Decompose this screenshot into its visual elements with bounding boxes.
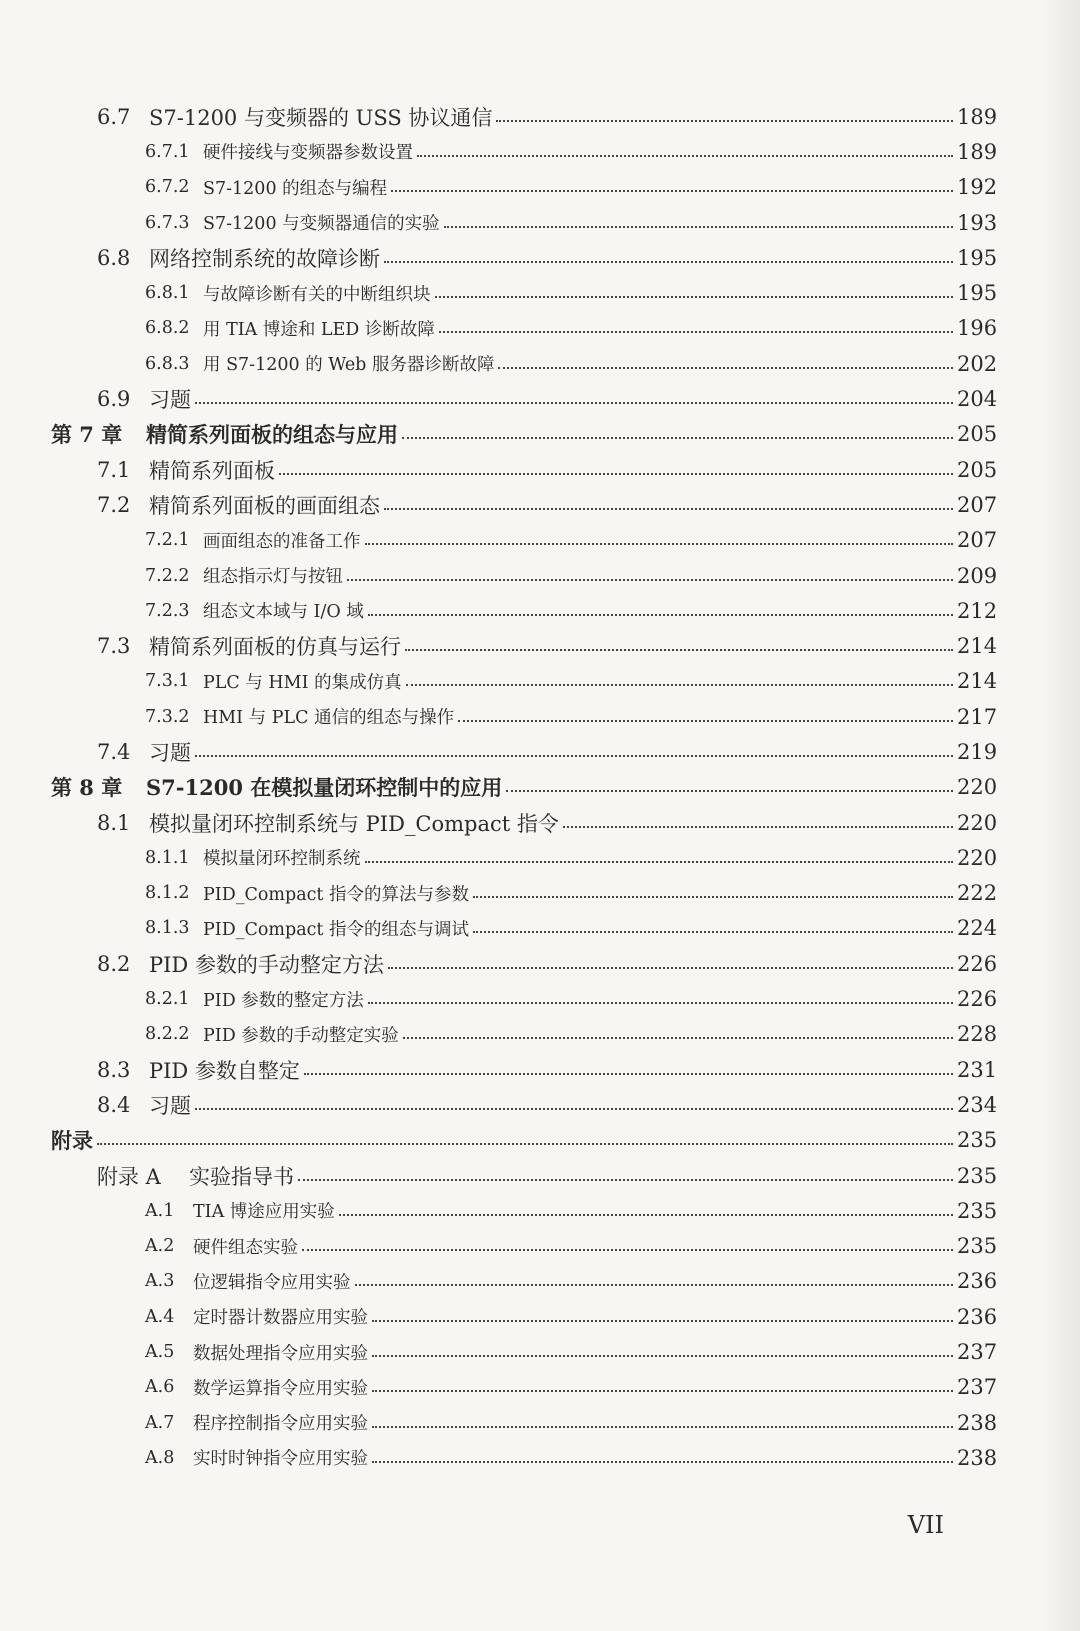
toc-entry-title: 习题: [149, 388, 191, 413]
toc-entry-page: 214: [957, 634, 998, 659]
toc-entry: [0, 170, 1080, 205]
toc-entry: [0, 1123, 1080, 1158]
toc-entry-page: 224: [957, 916, 998, 941]
toc-dot-leader: [372, 1390, 953, 1392]
toc-entry: [0, 487, 1080, 522]
toc-entry-title: 数学运算指令应用实验: [193, 1378, 368, 1399]
toc-entry-number: 6.8: [97, 245, 131, 270]
toc-entry-number: 8.1: [97, 810, 131, 835]
toc-dot-leader: [195, 402, 953, 404]
toc-entry-page: 238: [957, 1410, 998, 1435]
toc-dot-leader: [406, 684, 953, 686]
toc-entry: [0, 417, 1080, 452]
toc-entry-page: 231: [957, 1057, 998, 1082]
toc-entry-page: 238: [957, 1445, 998, 1470]
toc-dot-leader: [195, 1108, 953, 1110]
toc-dot-leader: [339, 1214, 953, 1216]
toc-entry: [0, 205, 1080, 240]
toc-entry-title: 模拟量闭环控制系统与 PID_Compact 指令: [149, 811, 559, 836]
toc-entry-title: S7-1200 与变频器的 USS 协议通信: [149, 105, 493, 130]
toc-entry-title: PID 参数的手动整定方法: [149, 952, 384, 977]
toc-entry: [0, 452, 1080, 487]
toc-entry: [0, 1229, 1080, 1264]
toc-entry-number: 附录 A: [97, 1164, 161, 1189]
toc-entry: [0, 840, 1080, 875]
toc-entry-page: 236: [957, 1269, 998, 1294]
toc-entry-title: TIA 博途应用实验: [193, 1202, 335, 1223]
toc-dot-leader: [372, 1461, 953, 1463]
toc-entry-title: PID 参数的手动整定实验: [203, 1025, 399, 1046]
toc-dot-leader: [405, 649, 953, 651]
toc-dot-leader: [444, 226, 953, 228]
toc-entry-title: 实验指导书: [189, 1164, 294, 1189]
toc-entry-number: 6.7.1: [145, 141, 190, 162]
toc-entry-page: 189: [957, 139, 998, 164]
toc-dot-leader: [368, 1002, 953, 1004]
toc-dot-leader: [403, 1037, 953, 1039]
toc-dot-leader: [384, 508, 953, 510]
toc-entry-page: 209: [957, 563, 998, 588]
toc-entry-title: 用 TIA 博途和 LED 诊断故障: [203, 319, 435, 340]
toc-entry-number: 7.4: [97, 739, 131, 764]
toc-dot-leader: [498, 367, 953, 369]
toc-entry-number: 7.3.1: [145, 671, 190, 692]
toc-dot-leader: [458, 720, 953, 722]
toc-entry-page: 195: [957, 245, 998, 270]
toc-entry: [0, 664, 1080, 699]
toc-entry-title: 模拟量闭环控制系统: [203, 849, 361, 870]
page-edge-shadow: [1040, 0, 1080, 1631]
toc-entry-number: 8.1.3: [145, 918, 190, 939]
toc-dot-leader: [355, 1284, 954, 1286]
toc-entry: [0, 593, 1080, 628]
toc-entry-title: 位逻辑指令应用实验: [193, 1272, 351, 1293]
toc-entry: [0, 1264, 1080, 1299]
toc-entry-number: 7.1: [97, 457, 131, 482]
toc-dot-leader: [372, 1320, 953, 1322]
toc-entry: [0, 381, 1080, 416]
toc-entry-page: 237: [957, 1375, 998, 1400]
toc-entry-page: 228: [957, 1022, 998, 1047]
toc-entry-title: 程序控制指令应用实验: [193, 1414, 368, 1435]
toc-dot-leader: [365, 861, 954, 863]
toc-entry-number: 6.9: [97, 387, 131, 412]
toc-entry: [0, 628, 1080, 663]
toc-entry-number: A.3: [145, 1271, 175, 1292]
toc-entry-number: 6.8.2: [145, 318, 190, 339]
toc-dot-leader: [473, 931, 953, 933]
toc-entry-page: 207: [957, 492, 998, 517]
toc-entry: [0, 99, 1080, 134]
toc-entry-page: 205: [957, 422, 998, 447]
toc-entry-title: 附录: [51, 1128, 93, 1154]
toc-entry: [0, 1052, 1080, 1087]
toc-entry-title: 定时器计数器应用实验: [193, 1308, 368, 1329]
toc-entry-title: 画面组态的准备工作: [203, 531, 361, 552]
toc-entry: [0, 911, 1080, 946]
toc-entry-title: 精简系列面板的组态与应用: [146, 422, 398, 448]
toc-entry-number: 6.7.3: [145, 212, 190, 233]
toc-entry: [0, 558, 1080, 593]
toc-entry-page: 219: [957, 739, 998, 764]
toc-entry: [0, 946, 1080, 981]
toc-dot-leader: [298, 1179, 953, 1181]
toc-dot-leader: [388, 967, 953, 969]
toc-entry: [0, 275, 1080, 310]
toc-dot-leader: [97, 1143, 953, 1145]
toc-entry-number: 8.1.2: [145, 883, 190, 904]
toc-dot-leader: [304, 1073, 953, 1075]
toc-entry-title: 硬件组态实验: [193, 1237, 298, 1258]
toc-entry-number: 8.1.1: [145, 847, 190, 868]
toc-dot-leader: [384, 261, 953, 263]
toc-dot-leader: [372, 1355, 953, 1357]
toc-entry-number: A.6: [145, 1377, 175, 1398]
toc-entry-title: 精简系列面板的仿真与运行: [149, 635, 401, 660]
toc-entry: [0, 1440, 1080, 1475]
toc-entry: [0, 346, 1080, 381]
toc-dot-leader: [402, 437, 953, 439]
toc-entry-title: S7-1200 在模拟量闭环控制中的应用: [146, 775, 503, 801]
toc-entry-page: 189: [957, 104, 998, 129]
toc-entry-title: PID_Compact 指令的算法与参数: [203, 884, 470, 905]
toc-entry-number: A.2: [145, 1236, 175, 1257]
toc-entry-page: 235: [957, 1198, 998, 1223]
toc-entry: [0, 1405, 1080, 1440]
toc-dot-leader: [368, 614, 953, 616]
toc-entry-number: 7.2.1: [145, 530, 190, 551]
toc-entry: [0, 770, 1080, 805]
toc-entry-page: 214: [957, 669, 998, 694]
toc-entry: [0, 805, 1080, 840]
toc-entry-page: 237: [957, 1340, 998, 1365]
toc-entry-title: PID_Compact 指令的组态与调试: [203, 919, 470, 940]
toc-entry: [0, 240, 1080, 275]
toc-dot-leader: [473, 896, 953, 898]
toc-entry-title: S7-1200 的组态与编程: [203, 178, 388, 199]
toc-entry-title: HMI 与 PLC 通信的组态与操作: [203, 708, 455, 729]
toc-entry-number: 7.2: [97, 492, 131, 517]
toc-dot-leader: [279, 473, 953, 475]
toc-entry-page: 212: [957, 598, 998, 623]
toc-entry: [0, 1299, 1080, 1334]
toc-entry-number: 8.4: [97, 1092, 131, 1117]
toc-entry-title: 习题: [149, 740, 191, 765]
toc-entry-number: A.4: [145, 1306, 175, 1327]
page-number-folio: VII: [907, 1511, 944, 1539]
toc-dot-leader: [302, 1249, 953, 1251]
toc-entry: [0, 1158, 1080, 1193]
toc-dot-leader: [195, 755, 953, 757]
toc-entry-number: A.5: [145, 1342, 175, 1363]
toc-entry: [0, 134, 1080, 169]
toc-entry-title: 组态指示灯与按钮: [203, 567, 343, 587]
toc-entry-title: PID 参数自整定: [149, 1058, 300, 1083]
toc-entry-page: 196: [957, 316, 998, 341]
toc-entry-page: 204: [957, 387, 998, 412]
toc-entry-page: 220: [957, 775, 998, 800]
toc-entry-number: 6.7.2: [145, 177, 190, 198]
toc-entry-number: A.7: [145, 1412, 175, 1433]
toc-entry-number: 7.2.3: [145, 600, 190, 621]
toc-entry-page: 222: [957, 881, 998, 906]
toc-entry-title: 数据处理指令应用实验: [193, 1343, 368, 1364]
toc-entry-title: 实时时钟指令应用实验: [193, 1449, 368, 1470]
toc-entry-page: 193: [957, 210, 998, 235]
toc-entry-number: 7.2.2: [145, 565, 190, 586]
toc-entry-title: S7-1200 与变频器通信的实验: [203, 214, 440, 235]
toc-entry-number: A.1: [145, 1200, 175, 1221]
toc-entry-page: 202: [957, 351, 998, 376]
toc-entry: [0, 1334, 1080, 1369]
toc-entry-page: 235: [957, 1128, 998, 1153]
toc-dot-leader: [506, 790, 953, 792]
toc-entry-page: 217: [957, 704, 998, 729]
toc-entry: [0, 1087, 1080, 1122]
toc-entry-page: 236: [957, 1304, 998, 1329]
toc-entry-number: 第 8 章: [51, 775, 123, 801]
toc-entry-page: 226: [957, 987, 998, 1012]
toc-entry-number: 8.3: [97, 1057, 131, 1082]
toc-entry: [0, 734, 1080, 769]
toc-entry-page: 226: [957, 951, 998, 976]
toc-entry-title: 组态文本域与 I/O 域: [203, 602, 364, 623]
toc-entry: [0, 1370, 1080, 1405]
toc-entry-number: 7.3: [97, 634, 131, 659]
toc-entry-title: 与故障诊断有关的中断组织块: [203, 284, 431, 305]
toc-entry: [0, 699, 1080, 734]
toc-entry-number: 6.8.3: [145, 353, 190, 374]
toc-entry-number: 8.2: [97, 951, 131, 976]
toc-entry-number: 6.8.1: [145, 283, 190, 304]
toc-entry-page: 195: [957, 281, 998, 306]
toc-entry-title: 习题: [149, 1093, 191, 1118]
toc-entry: [0, 311, 1080, 346]
toc-entry-number: 8.2.1: [145, 989, 190, 1010]
toc-entry-page: 220: [957, 810, 998, 835]
toc-entry-title: 网络控制系统的故障诊断: [149, 246, 380, 271]
toc-entry-number: 6.7: [97, 104, 131, 129]
toc-dot-leader: [439, 331, 953, 333]
toc-entry: [0, 1017, 1080, 1052]
toc-dot-leader: [435, 296, 954, 298]
toc-dot-leader: [365, 543, 954, 545]
toc-entry-page: 205: [957, 457, 998, 482]
toc-entry-title: PLC 与 HMI 的集成仿真: [203, 672, 402, 693]
table-of-contents: [0, 99, 1080, 1476]
toc-entry-number: 第 7 章: [51, 422, 123, 448]
toc-entry-page: 235: [957, 1163, 998, 1188]
toc-entry-number: 8.2.2: [145, 1024, 190, 1045]
toc-entry-title: PID 参数的整定方法: [203, 990, 364, 1011]
toc-entry: [0, 876, 1080, 911]
toc-entry: [0, 523, 1080, 558]
toc-dot-leader: [417, 155, 953, 157]
toc-entry-page: 207: [957, 528, 998, 553]
toc-dot-leader: [372, 1426, 953, 1428]
toc-entry-page: 235: [957, 1234, 998, 1259]
toc-entry-page: 234: [957, 1092, 998, 1117]
toc-entry-number: 7.3.2: [145, 706, 190, 727]
toc-dot-leader: [496, 120, 953, 122]
toc-entry: [0, 981, 1080, 1016]
toc-entry-title: 精简系列面板的画面组态: [149, 493, 380, 518]
toc-dot-leader: [563, 826, 953, 828]
toc-entry-title: 用 S7-1200 的 Web 服务器诊断故障: [203, 355, 495, 376]
toc-entry-title: 精简系列面板: [149, 458, 275, 483]
toc-entry-number: A.8: [145, 1447, 175, 1468]
toc-entry-page: 220: [957, 845, 998, 870]
toc-dot-leader: [347, 579, 953, 581]
toc-entry-page: 192: [957, 175, 998, 200]
toc-dot-leader: [391, 190, 953, 192]
toc-entry-title: 硬件接线与变频器参数设置: [203, 143, 413, 164]
toc-entry: [0, 1193, 1080, 1228]
